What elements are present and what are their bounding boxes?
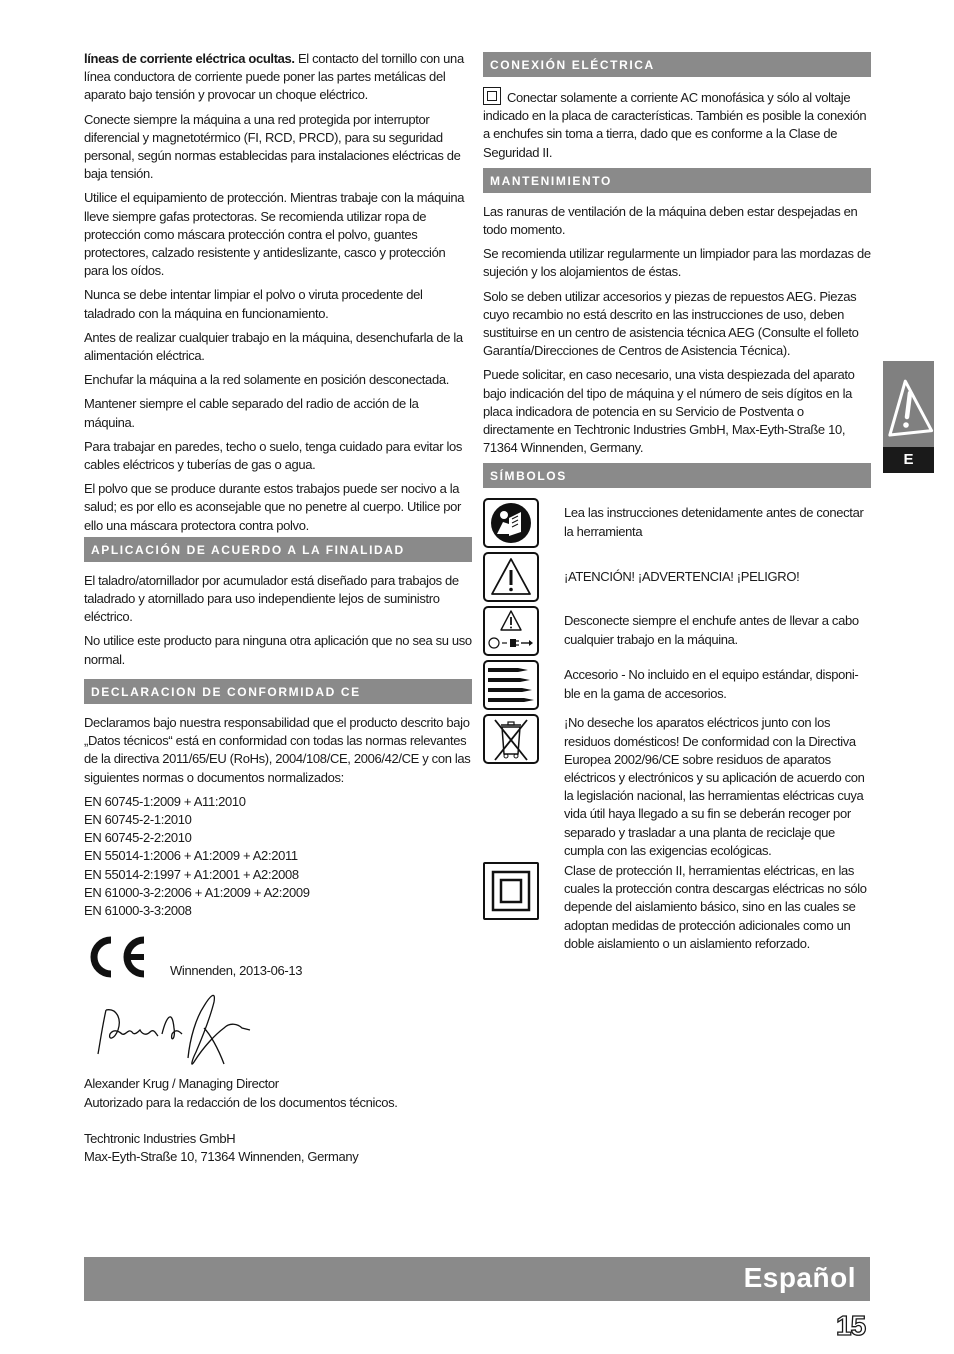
safety-paragraph: Enchufar la máquina a la red solamente en posición desconectada.: [84, 372, 449, 388]
aplicacion-paragraph: No utilice este producto para ninguna otra aplicación que no sea su uso normal.: [84, 633, 472, 667]
symbol-row: [483, 552, 871, 602]
section-heading-aplicacion: APLICACIÓN DE ACUERDO A LA FINALIDAD: [84, 537, 472, 562]
norm-item: EN 61000-3-3:2008: [84, 902, 192, 918]
norm-item: EN 61000-3-2:2006 + A1:2009 + A2:2009: [84, 884, 310, 900]
side-tab-letter: E: [883, 447, 934, 473]
symbol-text: Desconecte siempre el enchufe antes de llevar a cabo cualquier trabajo en la máquina.: [564, 613, 859, 647]
weee-bin-icon: [483, 714, 539, 764]
signature-image: [92, 988, 472, 1073]
norm-item: EN 60745-2-2:2010: [84, 830, 192, 846]
norm-item: EN 60745-2-1:2010: [84, 811, 192, 827]
ce-row: [84, 934, 472, 980]
footer-language-bar: [84, 1257, 870, 1301]
ce-mark-icon: [84, 934, 150, 980]
symbol-text: Accesorio - No incluido en el equipo estándar, disponi- ble en la gama de accesorios.: [564, 667, 859, 701]
symbol-row: [483, 714, 871, 860]
mantenimiento-paragraph: Puede solicitar, en caso necesario, una vista despiezada del aparato bajo indicación del tipo de máquina y el número de seis dígitos en la placa indicadora de potencia en su Servicio de Postventa o directamente en Techtronic Industries GmbH, Max-Eyth-Straße 10, 71364 Winnenden, Germany.: [483, 367, 855, 456]
symbol-text: Lea las instrucciones detenidamente antes de conectar la herramienta: [564, 505, 864, 539]
right-column: [483, 50, 871, 957]
conexion-text: Conectar solamente a corriente AC monofásica y sólo al voltaje indicado en la placa de características. También es posible la conexión a enchufes sin toma a tierra, dado que es conforme a la Clase de Seguridad II.: [483, 90, 867, 160]
norm-item: EN 55014-1:2006 + A1:2009 + A2:2011: [84, 848, 298, 864]
warning-icon: [883, 361, 934, 447]
warning-icon: [483, 552, 539, 602]
section-heading-declaracion: DECLARACION DE CONFORMIDAD CE: [84, 679, 472, 704]
left-column: [84, 50, 472, 1166]
symbol-row: [483, 498, 871, 548]
unplug-warning-icon: [483, 606, 539, 656]
symbol-row: [483, 660, 871, 710]
signer-role: Autorizado para la redacción de los documentos técnicos.: [84, 1094, 398, 1110]
conexion-paragraph: [483, 87, 871, 162]
safety-paragraph: Utilice el equipamiento de protección. Mientras trabaje con la máquina lleve siempre gafas protectoras. Se recomienda utilizar ropa de protección como máscara protección contra el polvo, guantes protectores, calzado resistente y antideslizante, casco y protección para los oídos.: [84, 190, 465, 279]
aplicacion-paragraph: El taladro/atornillador por acumulador está diseñado para trabajos de taladrado y atornillado para uso independiente lejos de suministro eléctrico.: [84, 572, 459, 625]
safety-paragraph: Conecte siempre la máquina a una red protegida por interruptor diferencial y magnetotérmico (FI, RCD, PRCD), para su seguridad personal, según normas establecidas para instalaciones eléctricas de baja tensión.: [84, 111, 461, 182]
signer-name: Alexander Krug / Managing Director: [84, 1076, 279, 1092]
class-ii-icon: [483, 862, 539, 920]
section-heading-conexion: CONEXIÓN ELÉCTRICA: [483, 52, 871, 77]
safety-paragraph: Nunca se debe intentar limpiar el polvo o viruta procedente del taladrado con la máquina en funcionamiento.: [84, 287, 423, 321]
company-name: Techtronic Industries GmbH: [84, 1130, 236, 1146]
safety-paragraph: Mantener siempre el cable separado del radio de acción de la máquina.: [84, 396, 419, 430]
declaracion-paragraph: Declaramos bajo nuestra responsabilidad que el producto descrito bajo „Datos técnicos“ está en conformidad con todas las normas relevantes de la directiva 2011/65/EU (RoHs), 2004/108/CE, 2006/42/CE y con las siguientes normas o documentos normalizados:: [84, 714, 471, 785]
safety-paragraph: El polvo que se produce durante estos trabajos puede ser nocivo a la salud; es por ello es aconsejable que no penetre al cuerpo. Utilice por ello una máscara protectora contra polvo.: [84, 481, 461, 533]
symbol-row: [483, 862, 871, 953]
page-number: 15: [836, 1310, 866, 1341]
symbol-text: ¡ATENCIÓN! ¡ADVERTENCIA! ¡PELIGRO!: [564, 569, 800, 585]
symbol-text: ¡No deseche los aparatos eléctricos junto con los residuos domésticos! De conformidad con la Directiva Europea 2002/96/CE sobre residuos de aparatos eléctricos y electrónicos y su aplicación de acuerdo con la legislación nacional, las herramientas eléctricas cuya vida útil haya llegado a su fin se deberán recoger por separado y trasladar a una planta de reciclaje que cumpla con las exigencias ecológicas.: [564, 715, 865, 858]
footer-language: Español: [743, 1262, 856, 1293]
read-manual-icon: [483, 498, 539, 548]
safety-paragraph: Antes de realizar cualquier trabajo en la máquina, desenchufarla de la alimentación eléctrica.: [84, 329, 463, 364]
symbol-row: [483, 606, 871, 656]
norm-item: EN 55014-2:1997 + A1:2001 + A2:2008: [84, 866, 299, 882]
mantenimiento-paragraph: Solo se deben utilizar accesorios y piezas de repuestos AEG. Piezas cuyo recambio no está descrito en las instrucciones de uso, deben sustituirse en un centro de asistencia técnica AEG (Consulte el folleto Garantía/Direcciones de Centros de Asistencia Técnica).: [483, 288, 859, 359]
place-date: Winnenden, 2013-06-13: [170, 962, 303, 978]
symbol-text: Clase de protección II, herramientas eléctricas, en las cuales la protección contra descargas eléctricas no sólo depende del aislamiento básico, sino en las cuales se adoptan medidas de protección adicionales como un doble aislamiento o un aislamiento reforzado.: [564, 863, 867, 951]
company-address: Max-Eyth-Straße 10, 71364 Winnenden, Germany: [84, 1148, 359, 1164]
norms-list: [84, 793, 472, 920]
mantenimiento-paragraph: Las ranuras de ventilación de la máquina deben estar despejadas en todo momento.: [483, 203, 858, 238]
intro-lead: líneas de corriente eléctrica ocultas.: [84, 51, 295, 66]
handwritten-signature: [92, 988, 257, 1068]
mantenimiento-paragraph: Se recomienda utilizar regularmente un limpiador para las mordazas de sujeción y los alojamientos de éstas.: [483, 246, 871, 280]
intro-paragraph: [84, 50, 472, 105]
safety-paragraph: Para trabajar en paredes, techo o suelo, tenga cuidado para evitar los cables eléctricos y tuberías de gas o agua.: [84, 438, 463, 473]
norm-item: EN 60745-1:2009 + A11:2010: [84, 793, 246, 809]
language-side-tab: [883, 361, 934, 473]
section-heading-simbolos: SÍMBOLOS: [483, 463, 871, 488]
intro-rest: El contacto del tornillo con una línea conductora de corriente puede poner las partes metálicas del aparato bajo tensión y provocar un choque eléctrico.: [84, 51, 464, 103]
accessory-icon: [483, 660, 539, 710]
section-heading-mantenimiento: MANTENIMIENTO: [483, 168, 871, 193]
class-ii-small-icon: [483, 87, 501, 105]
